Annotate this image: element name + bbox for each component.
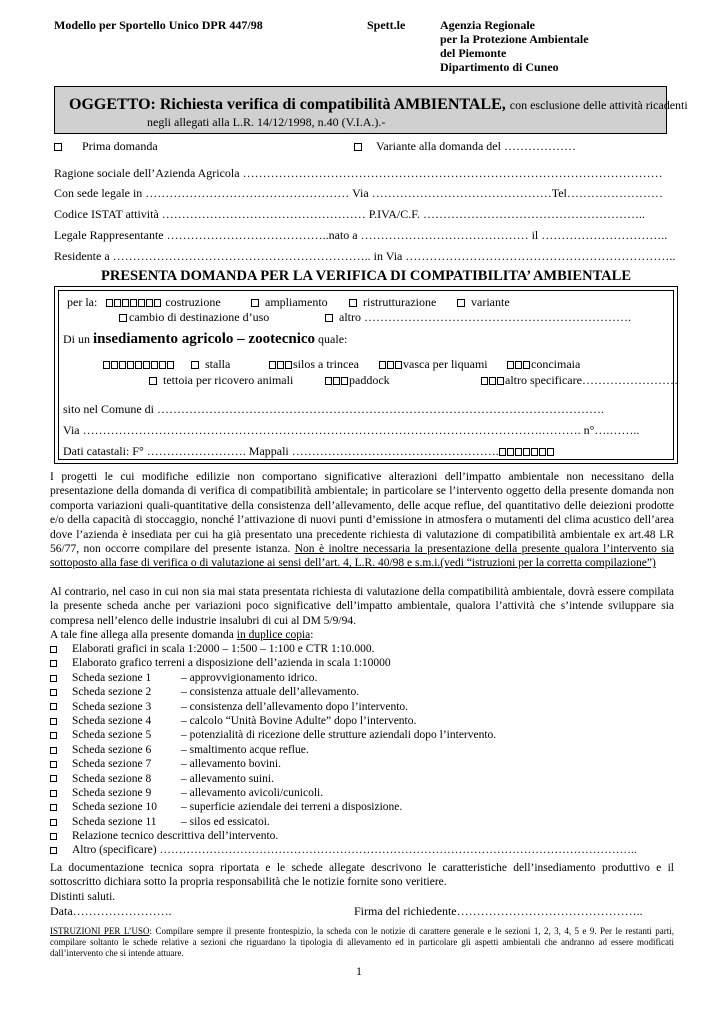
cambio-option[interactable]	[119, 310, 269, 324]
sq-icon	[333, 377, 340, 385]
attachment-checkbox[interactable]	[50, 747, 57, 754]
sq-icon	[379, 361, 386, 369]
attachment-label: Relazione tecnico descrittiva dell’intervento.	[72, 830, 279, 843]
concimaia-checkbox[interactable]	[523, 361, 530, 369]
paragraph-1b: Non è inoltre necessaria la presentazione della presente qualora l’intervento sia sottoposto alla fase di verifica o di valutazione ai sensi dell’art. 4, L.R. 40/98 e s.m.i.(vedi “istruzioni per la corretta compilazione”)	[50, 543, 675, 570]
quale-label: quale:	[318, 332, 348, 346]
variant-request-label: Variante alla domanda del ………………	[376, 139, 576, 153]
paddock-checkbox[interactable]	[341, 377, 348, 385]
attachment-description: – approvvigionamento idrico.	[181, 671, 318, 684]
tettoia-option[interactable]	[149, 373, 293, 387]
agency-address	[440, 18, 589, 74]
attachment-item[interactable]	[50, 757, 680, 771]
agency-line: Dipartimento di Cuneo	[440, 60, 559, 74]
attachment-item[interactable]	[50, 815, 680, 829]
via-field[interactable]: Via …………………………………………………………………………………………………….………. n°….……..	[63, 423, 640, 437]
silos-label: silos a trincea	[293, 357, 359, 371]
stalla-option[interactable]	[191, 357, 230, 371]
subject-note-1: con esclusione delle attività ricadenti	[509, 98, 688, 112]
sq-icon	[489, 377, 496, 385]
variant-request-checkbox[interactable]	[354, 143, 362, 151]
attachment-description: – superficie aziendale dei terreni a disposizione.	[181, 801, 403, 814]
sq-icon	[122, 299, 129, 307]
attachment-checkbox[interactable]	[50, 732, 57, 739]
ristrutturazione-label: ristrutturazione	[363, 295, 437, 309]
sq-icon	[277, 361, 284, 369]
di-un-label: Di un	[63, 332, 90, 346]
per-la-label: per la:	[67, 295, 98, 309]
attachment-item[interactable]	[50, 642, 680, 656]
firma-field[interactable]: Firma del richiedente………………………………………..	[354, 904, 643, 918]
attachment-item[interactable]	[50, 829, 680, 843]
instructions-label: ISTRUZIONI PER L’USO	[50, 926, 150, 936]
ragione-sociale-field[interactable]: Ragione sociale dell’Azienda Agricola ……………………………………………………………………………………………	[54, 166, 663, 180]
attachment-label: Scheda sezione 8	[72, 772, 152, 785]
attachment-item[interactable]	[50, 800, 680, 814]
sq-icon	[507, 448, 514, 456]
allega-text: A tale fine allega alla presente domanda	[50, 629, 237, 641]
data-field[interactable]: Data…………………….	[50, 904, 172, 918]
cambio-checkbox[interactable]	[119, 314, 127, 322]
spett-label: Spett.le	[367, 18, 406, 32]
sq-icon	[111, 361, 118, 369]
altro-checkbox[interactable]	[325, 314, 333, 322]
attachment-checkbox[interactable]	[50, 675, 57, 682]
sq-icon	[146, 299, 153, 307]
ristrutturazione-checkbox[interactable]	[349, 299, 357, 307]
altro-spec-checkbox[interactable]	[497, 377, 504, 385]
tettoia-checkbox[interactable]	[149, 377, 157, 385]
attachment-description: – consistenza attuale dell’allevamento.	[181, 686, 360, 699]
attachment-description: – potenzialità di ricezione delle strutture aziendali dopo l’intervento.	[181, 729, 497, 742]
attachment-checkbox[interactable]	[50, 761, 57, 768]
attachment-item[interactable]	[50, 786, 680, 800]
sq-icon	[135, 361, 142, 369]
sq-icon	[127, 361, 134, 369]
attachment-item[interactable]	[50, 843, 680, 857]
attachment-label: Scheda sezione 4	[72, 714, 152, 727]
main-heading: PRESENTA DOMANDA PER LA VERIFICA DI COMPATIBILITA’ AMBIENTALE	[101, 268, 631, 284]
legale-rappresentante-field[interactable]: Legale Rappresentante …………………………………..nato a …………………………………… il …………………………..	[54, 228, 668, 242]
sq-icon	[531, 448, 538, 456]
attachment-checkbox[interactable]	[50, 646, 57, 653]
attachment-label: Elaborati grafici in scala 1:2000 – 1:500 – 1:100 e CTR 1:10.000.	[72, 643, 375, 655]
sq-icon	[143, 361, 150, 369]
allega-duplice: in duplice copia	[236, 629, 311, 641]
allega-line	[50, 628, 313, 642]
silos-checkbox[interactable]	[285, 361, 292, 369]
altro-spec-label: altro specificare……………………	[505, 373, 678, 387]
attachment-item[interactable]	[50, 714, 680, 728]
vasca-option[interactable]	[379, 357, 488, 371]
attachment-label: Altro (specificare) ……………………………………………………………………………………………………………..	[72, 844, 637, 857]
attachment-label: Scheda sezione 9	[72, 786, 152, 799]
sq-icon	[515, 448, 522, 456]
subject-title: OGGETTO: Richiesta verifica di compatibilità AMBIENTALE,	[69, 96, 506, 113]
sq-icon	[499, 448, 506, 456]
instructions	[50, 926, 674, 959]
attachment-item[interactable]	[50, 700, 680, 714]
saluti-text: Distinti saluti.	[50, 891, 116, 903]
sq-icon	[138, 299, 145, 307]
concimaia-label: concimaia	[531, 357, 581, 371]
model-label: Modello per Sportello Unico DPR 447/98	[54, 18, 263, 32]
instructions-text: : Compilare sempre il presente frontespizio, la scheda con le notizie di carattere generale e le sezioni 1, 2, 3, 4, 5 e 9. Per le restanti parti, compilare soltanto le schede relative a sezioni che riguardano la tipologia di allevamento ed in particolare gli aspetti ambientali che andranno ad essere modificati dall’intervento che si intende attuare.	[50, 926, 675, 958]
vasca-checkbox[interactable]	[395, 361, 402, 369]
variante-option[interactable]	[457, 295, 510, 309]
form-inner-frame	[58, 290, 678, 460]
closing-paragraph: La documentazione tecnica sopra riportata e le schede allegate descrivono le caratteristiche dell’insediamento produttivo e il sottoscritto dichiara sotto la propria responsabilità che le notizie fornite sono veritiere.	[50, 862, 674, 889]
attachment-item[interactable]	[50, 671, 680, 685]
first-request-option[interactable]	[54, 139, 158, 153]
subject-note-2: negli allegati alla L.R. 14/12/1998, n.40 (V.I.A.).-	[147, 115, 386, 129]
sito-comune-field[interactable]: sito nel Comune di ………………………………………………………………………………………………….	[63, 402, 604, 416]
ampliamento-option[interactable]	[251, 295, 328, 309]
ampliamento-checkbox[interactable]	[251, 299, 259, 307]
sede-legale-field[interactable]: Con sede legale in …………………………………………… Via ………………………………………Tel……………………	[54, 186, 663, 200]
variant-request-option[interactable]	[354, 139, 576, 153]
cambio-label: cambio di destinazione d’uso	[129, 310, 270, 324]
attachment-checkbox[interactable]	[50, 833, 57, 840]
sq-icon	[130, 299, 137, 307]
silos-option[interactable]	[269, 357, 359, 371]
sq-icon	[325, 377, 332, 385]
attachment-item[interactable]	[50, 728, 680, 742]
stalla-label: stalla	[205, 357, 231, 371]
ampliamento-label: ampliamento	[265, 295, 328, 309]
sq-icon	[151, 361, 158, 369]
attachments-list	[50, 642, 680, 858]
attachment-label: Scheda sezione 6	[72, 743, 152, 756]
subject-box	[54, 86, 688, 134]
sq-icon	[539, 448, 546, 456]
agency-line: Agenzia Regionale	[440, 18, 535, 32]
attachment-item[interactable]	[50, 656, 680, 670]
attachment-checkbox[interactable]	[50, 775, 57, 782]
sq-icon	[106, 299, 113, 307]
sq-icon	[269, 361, 276, 369]
attachment-checkbox[interactable]	[50, 703, 57, 710]
attachment-item[interactable]	[50, 743, 680, 757]
attachment-label: Scheda sezione 7	[72, 758, 152, 771]
stalla-checkbox[interactable]	[191, 361, 199, 369]
allega-colon: :	[310, 629, 314, 641]
body-paragraph-1	[50, 470, 674, 571]
sq-icon	[167, 361, 174, 369]
vasca-label: vasca per liquami	[403, 357, 488, 371]
sq-icon	[547, 448, 554, 456]
altro-spec-option[interactable]	[481, 373, 678, 387]
attachment-description: – silos ed essicatoi.	[181, 815, 270, 828]
sq-icon	[507, 361, 514, 369]
attachment-label: Scheda sezione 2	[72, 686, 152, 699]
costruzione-label: costruzione	[165, 295, 221, 309]
sq-icon	[523, 448, 530, 456]
attachment-label: Elaborato grafico terreni a disposizione dell’azienda in scala 1:10000	[72, 657, 391, 670]
attachment-checkbox[interactable]	[50, 819, 57, 826]
attachment-description: – allevamento bovini.	[181, 758, 281, 771]
variante-label: variante	[471, 295, 510, 309]
altro-option[interactable]	[325, 310, 631, 324]
tettoia-label: tettoia per ricovero animali	[163, 373, 294, 387]
attachment-checkbox[interactable]	[50, 660, 57, 667]
sq-icon	[119, 361, 126, 369]
altro-label: altro ………………………………………………………….	[339, 310, 631, 324]
dati-catastali-field[interactable]: Dati catastali: F° ……………………. Mappali …………………………………………….	[63, 444, 499, 458]
page-number: 1	[356, 964, 362, 978]
attachment-label: Scheda sezione 3	[72, 700, 152, 713]
insediamento-label: insediamento agricolo – zootecnico	[93, 331, 316, 347]
attachment-checkbox[interactable]	[50, 847, 57, 854]
attachment-label: Scheda sezione 1	[72, 671, 152, 684]
residente-field[interactable]: Residente a ……………………………………………………….. in Via …………………………………………………………..	[54, 249, 676, 263]
sq-icon	[387, 361, 394, 369]
attachment-description: – calcolo “Unità Bovine Adulte” dopo l’intervento.	[181, 714, 417, 727]
body-paragraph-2: Al contrario, nel caso in cui non sia mai stata presentata richiesta di valutazione della compatibilità ambientale, dovrà essere compilata la presente scheda anche per variazioni poco significative dell’impatto ambientale, qualora l’attività che s’intende sviluppare sia compresa nell’elenco delle industrie insalubri di cui al DM 5/9/94.	[50, 586, 674, 627]
attachment-description: – allevamento suini.	[181, 772, 274, 785]
ristrutturazione-option[interactable]	[349, 295, 436, 309]
sq-icon	[481, 377, 488, 385]
sq-icon	[114, 299, 121, 307]
attachment-checkbox[interactable]	[50, 718, 57, 725]
agency-line: per la Protezione Ambientale	[440, 32, 589, 46]
paddock-option[interactable]	[325, 373, 390, 387]
attachment-label: Scheda sezione 10	[72, 801, 157, 814]
sq-icon	[103, 361, 110, 369]
first-request-label: Prima domanda	[82, 139, 158, 153]
attachment-item[interactable]	[50, 685, 680, 699]
sq-icon	[515, 361, 522, 369]
sq-icon	[159, 361, 166, 369]
attachment-checkbox[interactable]	[50, 689, 57, 696]
variante-checkbox[interactable]	[457, 299, 465, 307]
paddock-label: paddock	[349, 373, 390, 387]
attachment-label: Scheda sezione 5	[72, 729, 152, 742]
attachment-item[interactable]	[50, 772, 680, 786]
attachment-checkbox[interactable]	[50, 790, 57, 797]
attachment-description: – allevamento avicoli/cunicoli.	[181, 786, 324, 799]
istat-piva-field[interactable]: Codice ISTAT attività …………………………………………… P.IVA/C.F. ………………………………………………..	[54, 207, 645, 221]
attachment-description: – smaltimento acque reflue.	[181, 743, 309, 756]
agency-line: del Piemonte	[440, 46, 507, 60]
concimaia-option[interactable]	[507, 357, 580, 371]
paragraph-1a: I progetti le cui modifiche edilizie non comportano significative alterazioni dell’impatto ambientale non necessitano della presentazione della domanda di verifica di compatibilità ambientale; in particolare se l’intervento oggetto della presente domanda non comporta variazioni quali-quantitative della consistenza dell’allevamento, delle acque reflue, del quantitativo delle deiezioni prodotte e/o della capacità di stoccaggio, nonché l’attivazione di nuovi punti d’emissione in atmosfera o mutamenti del clima acustico dell’area dove l’azienda è insediata per cui ha già presentato una precedente richiesta di valutazione di compatibilità ambientale ex art.48 LR 56/77, non occorre compilare del presente istanza.	[50, 471, 674, 556]
first-request-checkbox[interactable]	[54, 143, 62, 151]
attachment-description: – consistenza dell’allevamento dopo l’intervento.	[181, 700, 409, 713]
attachment-checkbox[interactable]	[50, 804, 57, 811]
costruzione-checkbox[interactable]	[154, 299, 161, 307]
attachment-label: Scheda sezione 11	[72, 815, 157, 828]
